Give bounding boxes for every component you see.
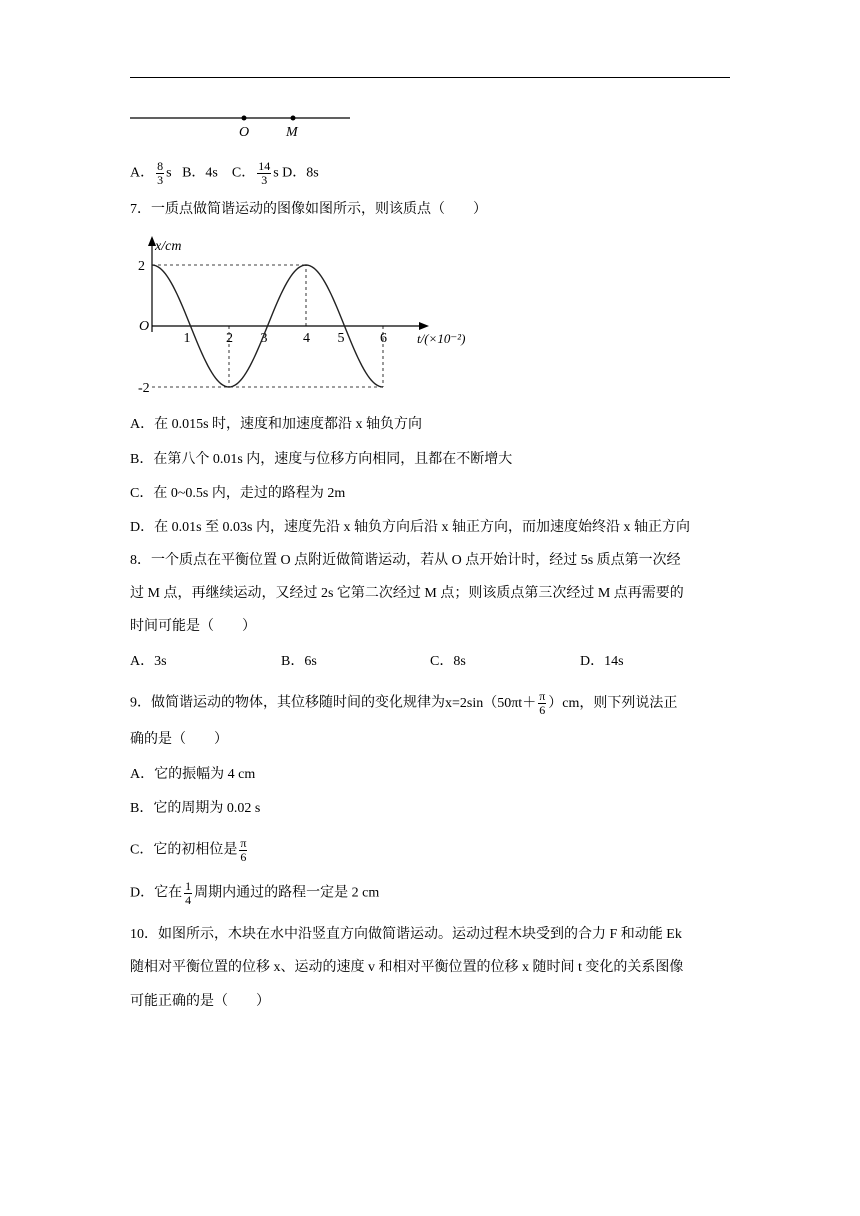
- q6-figure: [128, 110, 358, 142]
- origin-label: O: [139, 319, 150, 334]
- q9-option-c: C．它的初相位是 $\frac{\pi}{6}$: [130, 836, 247, 864]
- x-tick-label: 5: [337, 331, 345, 346]
- point-M: [291, 116, 296, 121]
- q8-stem-line3: 时间可能是（ ）: [130, 619, 256, 634]
- q9-option-d: D．它在 $\frac{1}{4}$ 周期内通过的路程一定是 2 cm: [130, 879, 380, 907]
- q6-opt-b: B．4s: [182, 165, 218, 181]
- q6-opt-d: D．8s: [282, 165, 319, 181]
- q8-option-d: D．14s: [580, 654, 624, 669]
- q10-stem-line3: 可能正确的是（ ）: [130, 994, 270, 1009]
- q7-option-a: A．在 0.015s 时，速度和加速度都沿 x 轴负方向: [130, 417, 423, 432]
- q7-option-b: B．在第八个 0.01s 内，速度与位移方向相同，且都在不断增大: [130, 452, 513, 467]
- q9-option-b: B．它的周期为 0.02 s: [130, 801, 261, 816]
- q6-opt-a-fraction: $\frac{8}{3}$: [157, 159, 164, 187]
- q9-formula: x=2sin（50πt＋ $\frac{\pi}{6}$ ）cm，则下列说法正: [445, 689, 678, 717]
- x-axis-label: t/(×10⁻²): [417, 331, 466, 346]
- q8-stem-line1: 8．一个质点在平衡位置 O 点附近做简谐运动，若从 O 点开始计时，经过 5s 质点第一次经: [130, 553, 681, 568]
- x-tick-label: 2: [226, 331, 233, 346]
- label-O: O: [239, 125, 250, 140]
- q8-option-a: A．3s: [130, 654, 167, 669]
- q6-opt-c-prefix: C．: [231, 165, 256, 181]
- x-tick-label: 3: [260, 331, 268, 346]
- q7-stem: 7．一质点做简谐运动的图像如图所示，则该质点（ ）: [130, 202, 487, 217]
- y-axis-label: x/cm: [155, 239, 182, 254]
- q8-option-b: B．6s: [281, 654, 317, 669]
- q7-option-d: D．在 0.01s 至 0.03s 内，速度先沿 x 轴负方向后沿 x 轴正方向，而加速度始终沿 x 轴正方向: [130, 520, 691, 535]
- q8-stem-line2: 过 M 点，再继续运动，又经过 2s 它第二次经过 M 点；则该质点第三次经过 M 点再需要的: [130, 586, 684, 601]
- q9-stem-line2: 确的是（ ）: [130, 732, 228, 747]
- x-axis-arrow: [419, 322, 429, 330]
- q6-opt-c-fraction: $\frac{14}{3}$: [258, 159, 271, 187]
- x-tick-label: 6: [380, 331, 387, 346]
- y-tick-label: 2: [138, 259, 145, 274]
- y-tick-label: -2: [138, 381, 150, 396]
- q7-chart: [128, 236, 488, 396]
- q6-options: A． $\frac{8}{3}$ s B．4s C． $\frac{14}{3}$ s D．8s: [130, 159, 319, 187]
- q9-stem: 9．做简谐运动的物体，其位移随时间的变化规律为x=2sin（50πt＋ $\frac{\pi}{6}$ ）cm，则下列说法正: [130, 689, 678, 717]
- q10-stem-line1: 10．如图所示，木块在水中沿竖直方向做简谐运动。运动过程木块受到的合力 F 和动能 Ek: [130, 927, 682, 942]
- x-tick-label: 4: [303, 331, 310, 346]
- q7-option-c: C．在 0~0.5s 内，走过的路程为 2m: [130, 486, 346, 501]
- label-M: M: [286, 125, 298, 140]
- q10-stem-line2: 随相对平衡位置的位移 x、运动的速度 v 和相对平衡位置的位移 x 随时间 t 变化的关系图像: [130, 960, 684, 975]
- q6-opt-a-prefix: A．: [130, 165, 155, 181]
- point-O: [242, 116, 247, 121]
- q9-option-a: A．它的振幅为 4 cm: [130, 767, 256, 782]
- q8-option-c: C．8s: [430, 654, 466, 669]
- x-tick-label: 1: [183, 331, 191, 346]
- header-rule: [130, 77, 730, 78]
